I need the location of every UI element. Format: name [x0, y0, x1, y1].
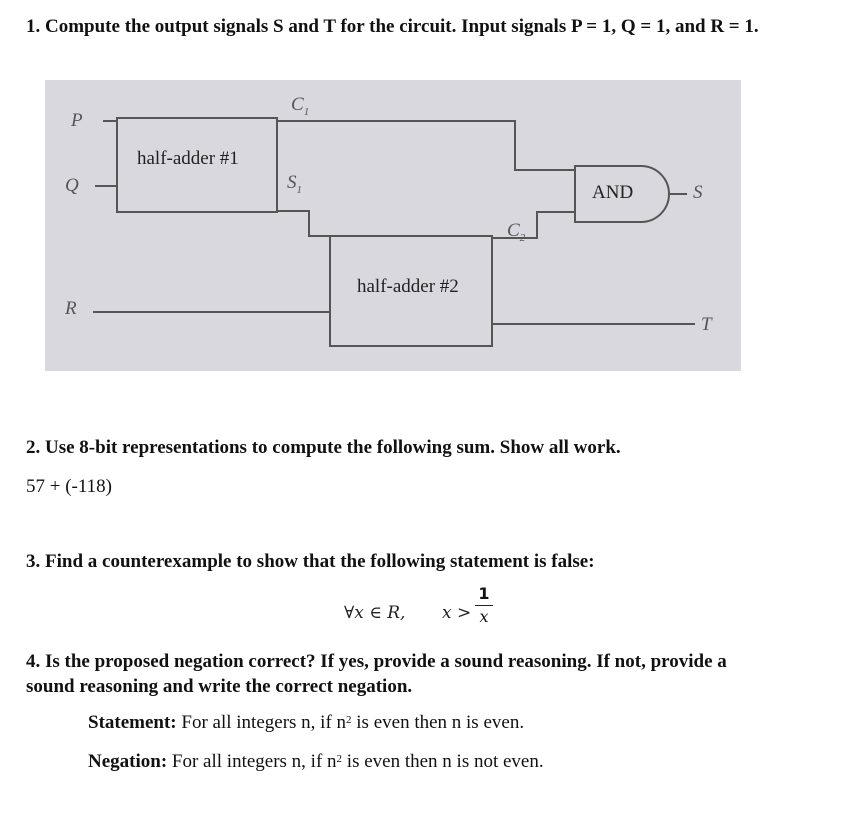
wire-c1: [277, 121, 575, 170]
statement-pre: For all integers n, if n: [181, 712, 347, 733]
negation-pre: For all integers n, if n: [171, 751, 337, 772]
input-r-label: R: [65, 298, 77, 319]
wire-s1: [277, 211, 330, 236]
fraction-denominator: x: [479, 607, 489, 626]
fraction-one-over-x: [475, 585, 493, 626]
negation-exponent: 2: [336, 753, 343, 765]
statement-label: Statement:: [88, 712, 177, 733]
inequality-lhs: x >: [442, 603, 472, 623]
half-adder-1-label: half-adder #1: [137, 148, 239, 169]
output-t-label: T: [701, 314, 712, 335]
statement-line: [88, 711, 524, 735]
s1-label: $S_1$: [287, 172, 302, 196]
and-gate-label: AND: [592, 182, 634, 203]
negation-line: [88, 750, 544, 774]
forall-expression: ∀x ∈ R,: [344, 603, 406, 623]
statement-exponent: 2: [346, 714, 352, 726]
fraction-numerator: 1: [478, 584, 490, 603]
question-4-line-1: 4. Is the proposed negation correct? If yes, provide a sound reasoning. If not, provide a: [26, 651, 727, 672]
question-2-text: 2. Use 8-bit representations to compute the following sum. Show all work.: [26, 437, 621, 458]
wire-c2: [492, 212, 575, 238]
circuit-wires: [45, 80, 741, 371]
fraction-bar: [475, 605, 493, 606]
negation-label: Negation:: [88, 751, 168, 772]
c1-label: $C_1$: [291, 94, 310, 118]
statement-post: is even then n is even.: [356, 712, 525, 733]
half-adder-2-label: half-adder #2: [357, 276, 459, 297]
question-2-expression: 57 + (-118): [26, 476, 112, 497]
input-p-label: P: [71, 110, 83, 131]
negation-post: is even then n is not even.: [346, 751, 544, 772]
question-4-line-2: sound reasoning and write the correct negation.: [26, 676, 413, 697]
circuit-diagram: [45, 80, 741, 371]
input-q-label: Q: [65, 175, 79, 196]
output-s-label: S: [693, 182, 703, 203]
question-3-text: 3. Find a counterexample to show that the following statement is false:: [26, 551, 595, 572]
question-1-text: 1. Compute the output signals S and T for the circuit. Input signals P = 1, Q = 1, and R = 1.: [26, 16, 759, 37]
c2-label: $C_2$: [507, 220, 526, 244]
